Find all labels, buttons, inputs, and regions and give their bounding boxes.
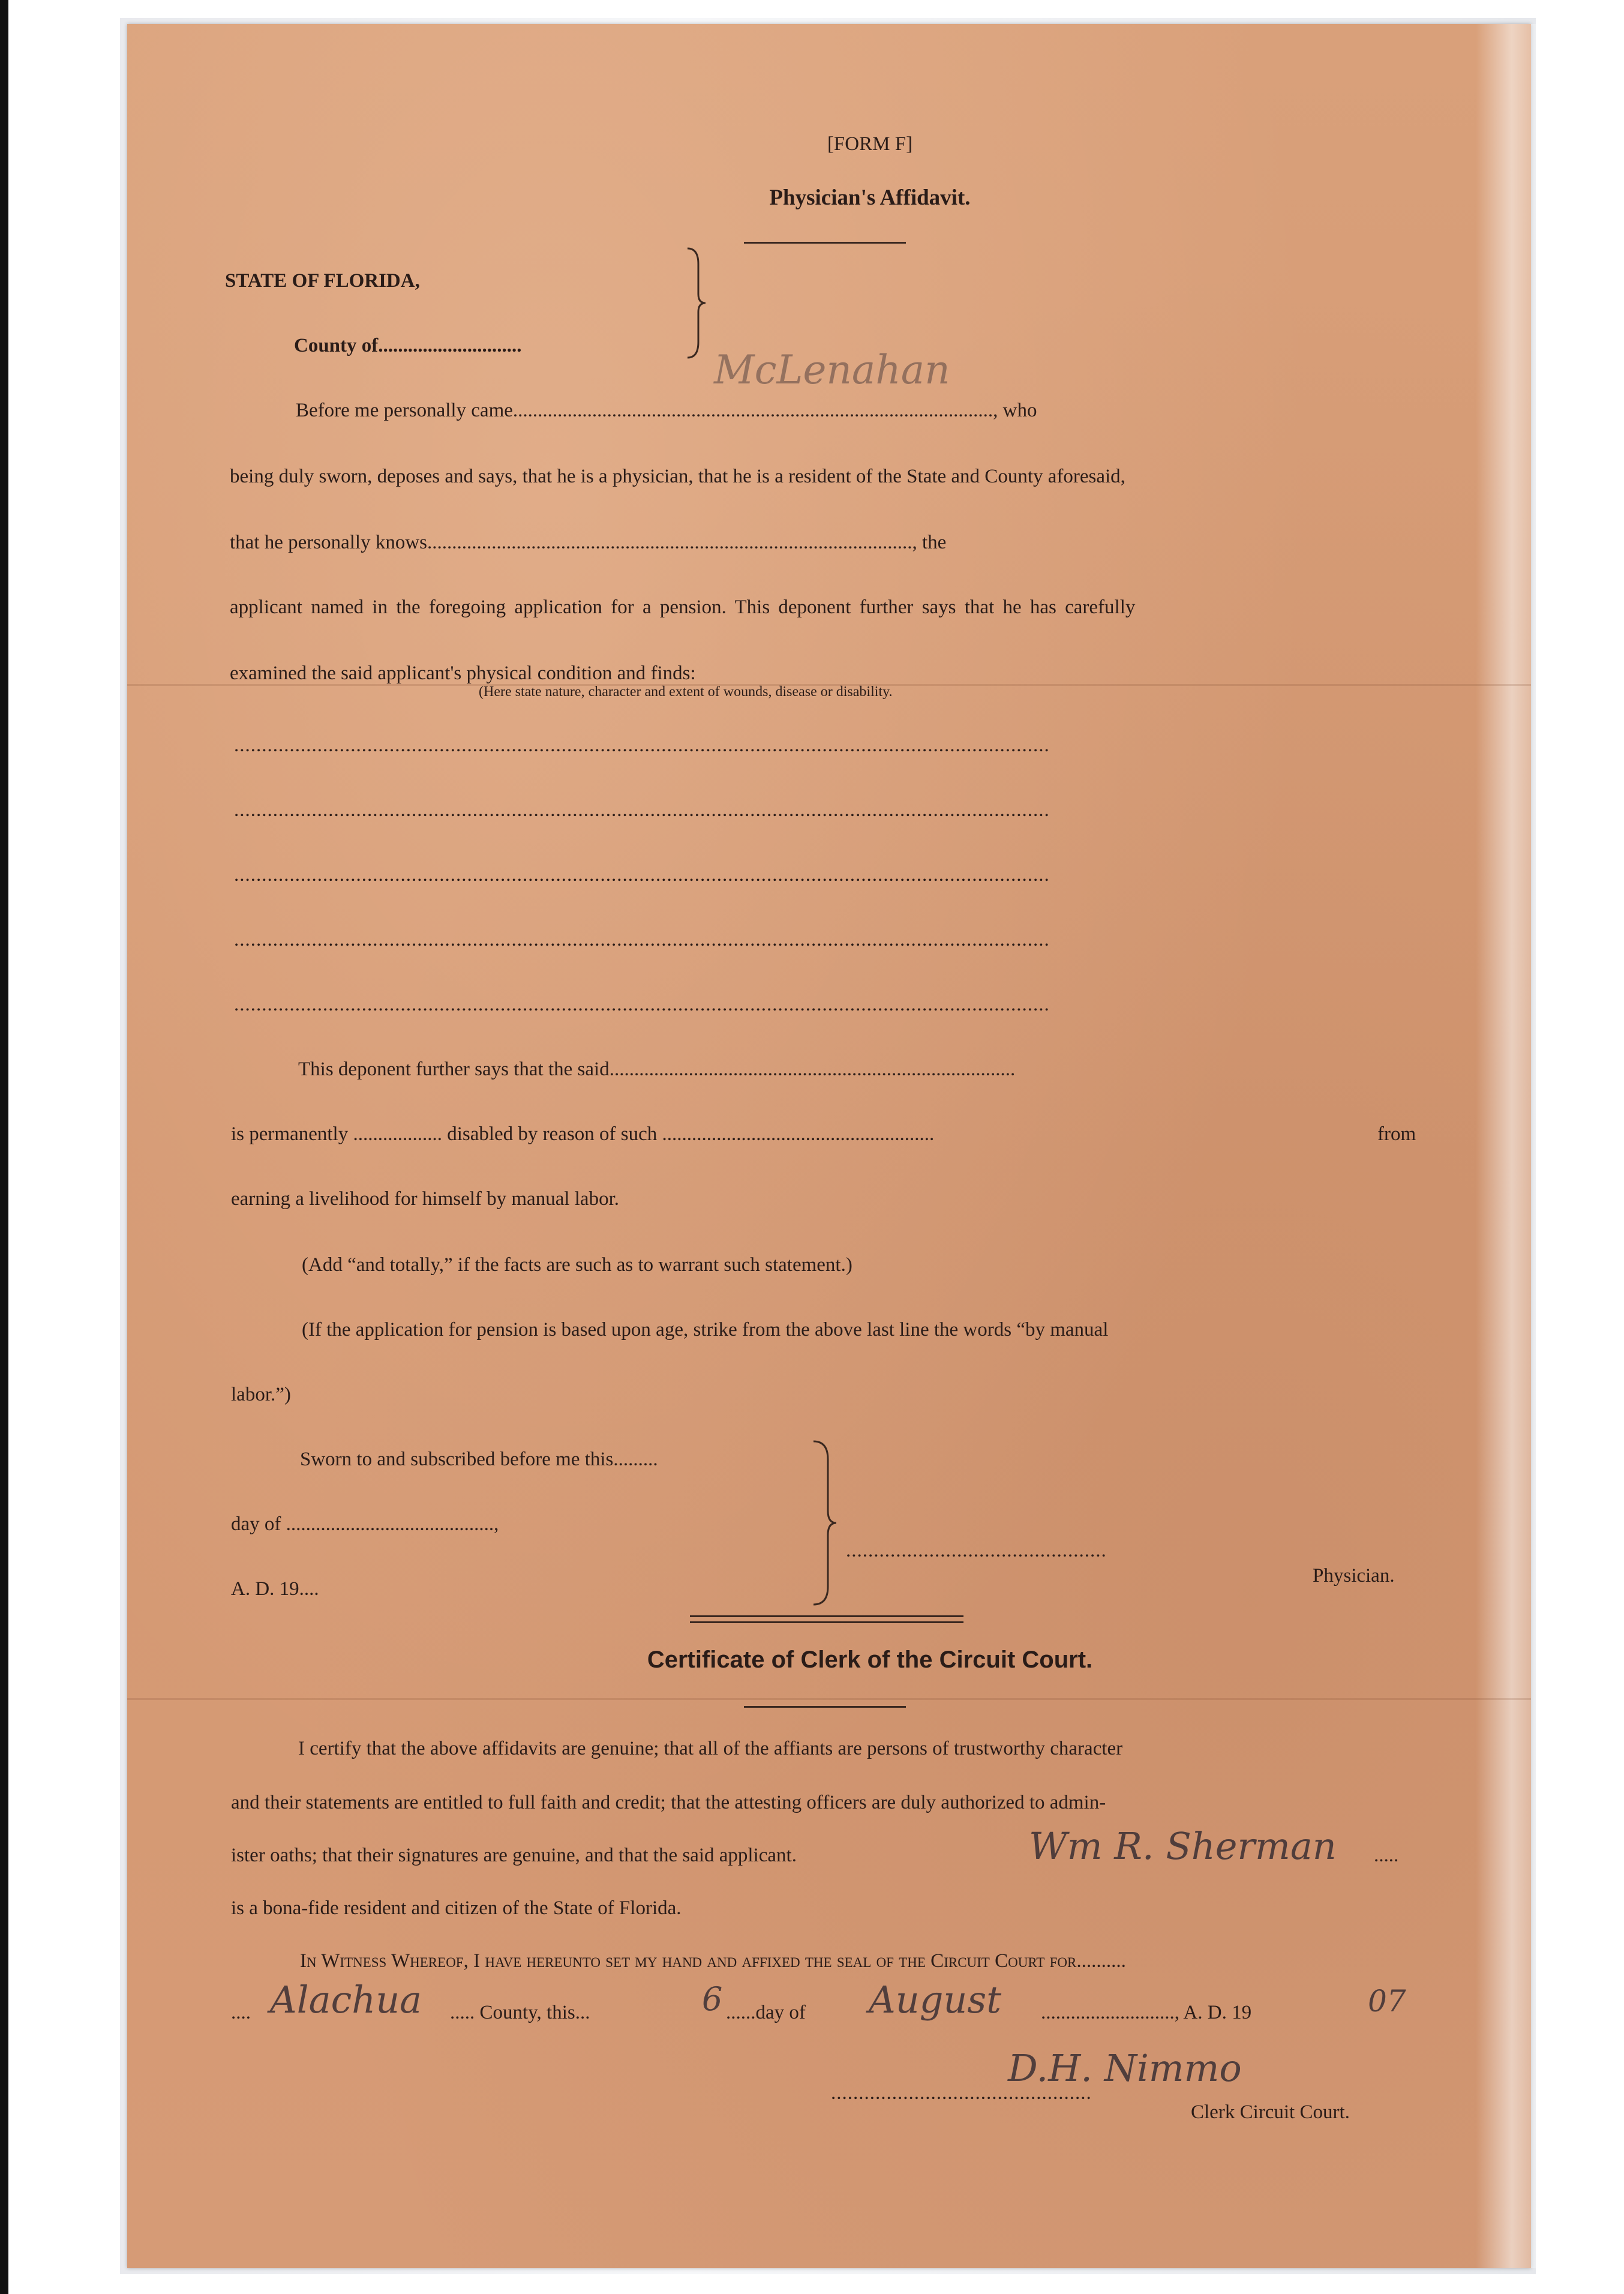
- para1-note: (Here state nature, character and extent of wounds, disease or disability.: [479, 684, 893, 700]
- para2-line2: is permanently .................. disabled by reason of such .......................................................: [231, 1123, 935, 1145]
- para2-line5: (If the application for pension is based upon age, strike from the above last line the words “by manual: [302, 1319, 1109, 1341]
- dotted-line: ...................................................................................................................................................: [234, 929, 1050, 950]
- separator-rule: [690, 1615, 963, 1617]
- clerk-county-handwriting: Alachua: [270, 1978, 422, 2022]
- applicant-handwriting: Wm R. Sherman: [1029, 1824, 1337, 1868]
- certificate-line3-dots: .....: [1374, 1845, 1399, 1866]
- para2-line3: earning a livelihood for himself by manual labor.: [231, 1188, 619, 1210]
- state-line: STATE OF FLORIDA,: [225, 270, 420, 292]
- dotted-line: ...................................................................................................................................................: [234, 864, 1050, 886]
- certificate-rule: [744, 1706, 906, 1708]
- separator-rule: [690, 1621, 963, 1623]
- paper-fold: [127, 1698, 1531, 1700]
- para1-line2: being duly sworn, deposes and says, that he is a physician, that he is a resident of the State and County aforesaid,: [230, 466, 1125, 487]
- county-text: ..... County, this...: [450, 2002, 590, 2023]
- clerk-signature-line: ...............................................: [831, 2082, 1092, 2104]
- clerk-signature: D.H. Nimmo: [1008, 2046, 1242, 2090]
- jurat-line1: Sworn to and subscribed before me this.........: [300, 1449, 658, 1470]
- county-line: County of.............................: [294, 335, 522, 356]
- certificate-line4: is a bona-fide resident and citizen of the State of Florida.: [231, 1897, 682, 1919]
- para1-line3: that he personally knows.................................................................................................., the: [230, 532, 947, 553]
- physician-signature-line: ...............................................: [846, 1540, 1107, 1561]
- sleeve-sheen: [1476, 24, 1548, 2268]
- jurat-line3: A. D. 19....: [231, 1578, 319, 1600]
- form-label: [FORM F]: [827, 133, 913, 155]
- para2-line1: This deponent further says that the said..................................................................................: [298, 1058, 1016, 1080]
- physician-label: Physician.: [1313, 1565, 1395, 1587]
- para2-line6: labor.”): [231, 1384, 291, 1405]
- county-handwriting: McLenahan: [714, 347, 950, 393]
- para1-line5: examined the said applicant's physical condition and finds:: [230, 662, 696, 684]
- year-handwriting: 07: [1368, 1984, 1406, 2019]
- page-title: Physician's Affidavit.: [769, 185, 971, 210]
- certificate-line1: I certify that the above affidavits are genuine; that all of the affiants are persons of trustworthy character: [298, 1738, 1123, 1759]
- title-rule: [744, 242, 906, 244]
- para1-line4: applicant named in the foregoing application for a pension. This deponent further says that he has carefully: [230, 596, 1136, 618]
- scan-frame-edge: [0, 0, 8, 2294]
- certificate-line3: ister oaths; that their signatures are genuine, and that the said applicant.: [231, 1845, 797, 1866]
- clerk-label: Clerk Circuit Court.: [1191, 2101, 1350, 2123]
- certificate-line2: and their statements are entitled to full faith and credit; that the attesting officers are duly authorized to admin-: [231, 1792, 1106, 1813]
- dotted-line: ...................................................................................................................................................: [234, 994, 1050, 1015]
- certificate-title: Certificate of Clerk of the Circuit Court.: [647, 1647, 1093, 1673]
- para2-line2-end: from: [1377, 1123, 1416, 1145]
- witness-line: In Witness Whereof, I have hereunto set my hand and affixed the seal of the Circuit Court for..........: [300, 1950, 1126, 1972]
- month-handwriting: August: [869, 1978, 1002, 2022]
- para2-line4: (Add “and totally,” if the facts are such as to warrant such statement.): [302, 1254, 852, 1276]
- day-handwriting: 6: [702, 1980, 723, 2018]
- venue-brace: [684, 246, 708, 360]
- para1-line1: Before me personally came................................................................................................., who: [296, 400, 1037, 421]
- dotted-line: ...................................................................................................................................................: [234, 734, 1050, 756]
- day-text: ......day of: [726, 2002, 806, 2023]
- dotted-line: ...................................................................................................................................................: [234, 799, 1050, 821]
- jurat-line2: day of ..........................................,: [231, 1513, 499, 1535]
- ad-text: ..........................., A. D. 19: [1041, 2002, 1252, 2023]
- jurat-brace: [810, 1439, 840, 1607]
- county-prefix: ....: [231, 2002, 251, 2023]
